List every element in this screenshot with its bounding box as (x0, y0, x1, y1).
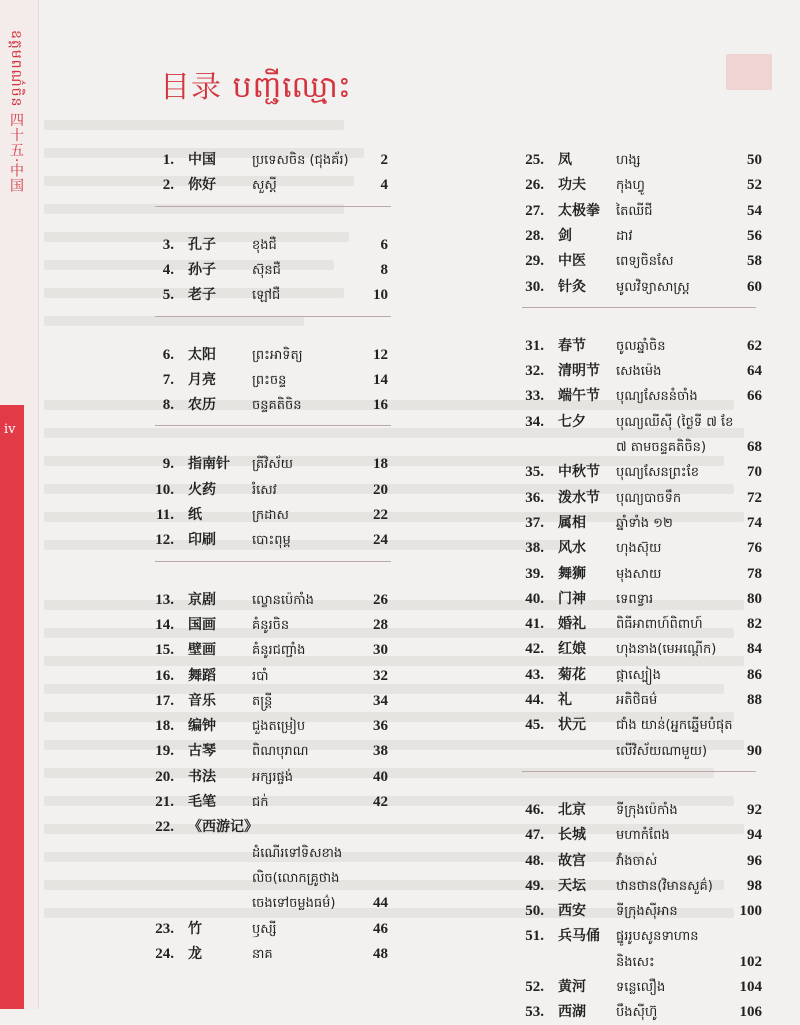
entry-khmer-title: ត្រីវិស័យ (252, 457, 294, 473)
entry-khmer-title: គំនូរចិន (252, 617, 290, 633)
toc-entry[interactable] (500, 713, 770, 738)
entry-number: 31. (525, 337, 544, 354)
entry-chinese-title: 龙 (188, 945, 202, 962)
entry-page-number: 106 (739, 1004, 762, 1021)
entry-chinese-title: 古琴 (188, 743, 216, 760)
entry-page-number: 64 (747, 363, 762, 380)
entry-page-number: 68 (747, 439, 762, 455)
toc-entry[interactable] (500, 173, 770, 198)
entry-number: 53. (525, 1004, 544, 1021)
entry-page-number: 104 (739, 979, 762, 995)
entry-page-number: 80 (747, 590, 762, 607)
entry-page-number: 10 (373, 287, 388, 304)
entry-khmer-title: វាំងចាស់ (616, 853, 658, 869)
entry-khmer-title: ឡៅជឺ (252, 288, 281, 304)
entry-number: 27. (525, 202, 544, 219)
entry-chinese-title: 壁画 (188, 642, 216, 659)
entry-chinese-title: 礼 (558, 692, 572, 708)
entry-chinese-title: 风水 (558, 540, 586, 557)
entry-khmer-title: អក្សរផ្ចង់ (252, 769, 294, 785)
toc-entry[interactable] (500, 249, 770, 274)
entry-khmer-title: បឹងស៊ីហ៊ូ (616, 1005, 658, 1021)
entry-number: 6. (162, 346, 174, 363)
toc-entry[interactable] (130, 613, 400, 638)
entry-chinese-title: 针灸 (558, 278, 586, 295)
entry-khmer-title: ឆ្នាំទាំង ១២ (616, 515, 673, 531)
entry-khmer-title: លិច(លោកគ្រូថាង (252, 870, 340, 886)
entry-page-number: 74 (747, 514, 762, 531)
toc-entry[interactable] (130, 891, 400, 916)
entry-page-number: 46 (373, 920, 388, 937)
entry-number: 14. (155, 616, 174, 633)
entry-page-number: 30 (373, 642, 388, 659)
toc-entry[interactable] (130, 765, 400, 790)
toc-entry[interactable] (500, 899, 770, 924)
entry-number: 4. (162, 261, 174, 278)
toc-entry[interactable] (130, 917, 400, 942)
entry-page-number: 42 (373, 794, 388, 810)
entry-number: 33. (525, 388, 544, 405)
entry-page-number: 6 (380, 236, 388, 253)
entry-khmer-title: ទីក្រុងស៊ីអាន (616, 904, 678, 920)
entry-chinese-title: 属相 (558, 514, 586, 531)
entry-page-number: 14 (373, 371, 388, 388)
toc-entry[interactable] (500, 562, 770, 587)
entry-chinese-title: 太极拳 (558, 202, 600, 219)
entry-khmer-title: កុងហ្វូ (616, 178, 645, 194)
show-through-badge (726, 54, 772, 90)
entry-page-number: 66 (747, 388, 762, 405)
entry-page-number: 78 (747, 565, 762, 582)
entry-khmer-title: ៧ តាមចន្ទគតិចិន) (616, 440, 707, 455)
entry-page-number: 32 (373, 667, 388, 684)
entry-khmer-title: លើវិស័យណាមួយ) (616, 743, 708, 759)
entry-chinese-title: 故宫 (558, 852, 586, 869)
toc-entry[interactable] (130, 368, 400, 393)
entry-khmer-title: ស៊ុនជឺ (252, 262, 281, 278)
toc-entry[interactable] (500, 950, 770, 975)
entry-khmer-title: បុណ្យសែននំចាំង (616, 389, 698, 405)
entry-page-number: 20 (373, 481, 388, 498)
entry-khmer-title: គំនូរជញ្ជាំង (252, 643, 306, 659)
toc-entry[interactable] (500, 199, 770, 224)
entry-chinese-title: 毛笔 (188, 794, 216, 810)
entry-chinese-title: 竹 (188, 920, 202, 937)
entry-page-number: 96 (747, 852, 762, 869)
entry-page-number: 50 (747, 152, 762, 168)
entry-chinese-title: 太阳 (188, 346, 216, 363)
toc-entry[interactable] (130, 503, 400, 528)
entry-number: 21. (155, 794, 174, 810)
entry-page-number: 76 (747, 540, 762, 557)
entry-chinese-title: 北京 (558, 801, 586, 818)
toc-entry[interactable] (500, 1000, 770, 1025)
entry-khmer-title: ឫស្សី (252, 921, 277, 937)
entry-number: 1. (162, 152, 174, 168)
entry-page-number: 28 (373, 616, 388, 633)
toc-entry[interactable] (130, 283, 400, 308)
entry-page-number: 48 (373, 945, 388, 962)
entry-number: 15. (155, 642, 174, 659)
entry-number: 36. (525, 489, 544, 506)
entry-page-number: 84 (747, 641, 762, 658)
entry-chinese-title: 中国 (188, 152, 216, 168)
entry-number: 16. (155, 667, 174, 684)
entry-number: 17. (155, 692, 174, 709)
entry-chinese-title: 凤 (558, 152, 572, 168)
entry-khmer-title: ចេងទៅចម្លងធម៌) (252, 896, 336, 912)
entry-number: 25. (525, 152, 544, 168)
entry-chinese-title: 状元 (558, 717, 586, 734)
toc-entry[interactable] (130, 588, 400, 613)
toc-entry[interactable] (500, 663, 770, 688)
entry-chinese-title: 老子 (188, 287, 216, 304)
entry-page-number: 100 (739, 903, 762, 920)
entry-khmer-title: និងសេះ (616, 954, 655, 970)
entry-page-number: 72 (747, 489, 762, 506)
entry-chinese-title: 长城 (558, 827, 586, 844)
entry-number: 48. (525, 852, 544, 869)
entry-khmer-title: ផ្កាស្បៀង (616, 667, 661, 683)
entry-page-number: 58 (747, 253, 762, 270)
entry-number: 11. (156, 507, 174, 523)
red-side-bar (0, 405, 24, 1009)
entry-khmer-title: ផ្នូររូបសូនទាហាន (616, 929, 699, 945)
entry-khmer-title: មូលវិទ្យាសាស្ត្រ (616, 279, 690, 295)
entry-page-number: 70 (747, 464, 762, 481)
entry-chinese-title: 端午节 (558, 388, 600, 405)
entry-chinese-title: 黄河 (558, 979, 586, 995)
entry-page-number: 44 (373, 895, 388, 912)
entry-khmer-title: ចូលឆ្នាំចិន (616, 338, 666, 354)
toc-entry[interactable] (500, 587, 770, 612)
toc-entry[interactable] (130, 393, 400, 418)
entry-chinese-title: 剑 (558, 227, 572, 244)
entry-khmer-title: ហង្ស (616, 153, 641, 168)
entry-number: 7. (162, 371, 174, 388)
entry-chinese-title: 门神 (558, 590, 586, 607)
entry-page-number: 60 (747, 278, 762, 295)
entry-number: 46. (525, 801, 544, 818)
toc-entry[interactable] (500, 334, 770, 359)
entry-khmer-title: ទេពទ្វារ (616, 591, 654, 607)
entry-chinese-title: 天坛 (558, 877, 586, 894)
entry-chinese-title: 农历 (188, 397, 216, 414)
toc-entry[interactable] (130, 739, 400, 764)
entry-page-number: 102 (739, 953, 762, 970)
entry-khmer-title: ពិធីអាពាហ៍ពិពាហ៍ (616, 617, 703, 633)
entry-chinese-title: 清明节 (558, 363, 600, 380)
entry-khmer-title: មហាកំពែង (616, 828, 670, 844)
entry-page-number: 82 (747, 616, 762, 633)
toc-entry[interactable] (500, 359, 770, 384)
entry-chinese-title: 孙子 (188, 261, 216, 278)
entry-page-number: 98 (747, 877, 762, 894)
entry-page-number: 52 (747, 177, 762, 194)
entry-chinese-title: 孔子 (188, 236, 216, 253)
entry-khmer-title: ដំណើរទៅទិសខាង (252, 845, 343, 861)
entry-page-number: 8 (380, 261, 388, 278)
toc-entry[interactable] (500, 874, 770, 899)
entry-khmer-title: ទីក្រុងប៉េកាំង (616, 802, 678, 818)
entry-number: 19. (155, 743, 174, 760)
entry-page-number: 36 (373, 718, 388, 735)
toc-entry[interactable] (500, 224, 770, 249)
entry-page-number: 26 (373, 591, 388, 608)
entry-number: 13. (155, 591, 174, 608)
toc-entry[interactable] (130, 942, 400, 967)
entry-number: 43. (525, 666, 544, 683)
entry-number: 41. (525, 616, 544, 633)
entry-khmer-title: ជួងតម្រៀប (252, 719, 306, 735)
entry-chinese-title: 火药 (188, 481, 216, 498)
toc-entry[interactable] (500, 275, 770, 300)
entry-number: 5. (162, 287, 174, 304)
entry-khmer-title: ខុងជឺ (252, 237, 277, 253)
toc-entry[interactable] (130, 148, 400, 173)
entry-number: 32. (525, 363, 544, 380)
entry-khmer-title: ជាំង យាន់(អ្នកឆ្នើមបំផុត (616, 718, 733, 734)
toc-entry[interactable] (500, 536, 770, 561)
toc-entry[interactable] (500, 975, 770, 1000)
entry-page-number: 2 (380, 152, 388, 168)
entry-khmer-title: នាគ (252, 946, 273, 962)
toc-entry[interactable] (500, 612, 770, 637)
toc-entry[interactable] (500, 511, 770, 536)
entry-page-number: 34 (373, 692, 388, 709)
entry-khmer-title: តន្ត្រី (252, 693, 273, 709)
entry-khmer-title: សួស្តី (252, 178, 277, 194)
entry-page-number: 94 (747, 827, 762, 844)
entry-khmer-title: ព្រះអាទិត្យ (252, 347, 303, 363)
entry-number: 3. (162, 236, 174, 253)
entry-chinese-title: 中秋节 (558, 464, 600, 481)
entry-page-number: 22 (373, 507, 388, 523)
toc-entry[interactable] (500, 486, 770, 511)
toc-entry[interactable] (500, 410, 770, 435)
entry-page-number: 86 (747, 666, 762, 683)
entry-chinese-title: 《西游记》 (188, 819, 258, 836)
toc-entry[interactable] (130, 664, 400, 689)
entry-khmer-title: ដាវ (616, 228, 633, 244)
entry-number: 24. (155, 945, 174, 962)
entry-number: 38. (525, 540, 544, 557)
entry-chinese-title: 月亮 (188, 371, 216, 388)
toc-entry[interactable] (130, 173, 400, 198)
entry-page-number: 54 (747, 202, 762, 219)
entry-khmer-title: សេងម៉េង (616, 364, 662, 380)
entry-number: 10. (155, 481, 174, 498)
toc-entry[interactable] (130, 258, 400, 283)
entry-khmer-title: ក្រដាស (252, 508, 289, 523)
entry-chinese-title: 菊花 (558, 666, 586, 683)
entry-page-number: 24 (373, 532, 388, 549)
toc-entry[interactable] (500, 688, 770, 713)
entry-chinese-title: 国画 (188, 616, 216, 633)
entry-khmer-title: មុងសាយ (616, 566, 662, 582)
toc-entry[interactable] (130, 343, 400, 368)
entry-number: 37. (525, 514, 544, 531)
entry-chinese-title: 舞蹈 (188, 667, 216, 684)
entry-number: 44. (525, 692, 544, 708)
entry-page-number: 40 (373, 768, 388, 785)
entry-chinese-title: 指南针 (188, 456, 230, 473)
entry-number: 2. (162, 177, 174, 194)
entry-khmer-title: ហុងនាង(មេអណ្ដើក) (616, 642, 717, 658)
entry-number: 23. (155, 920, 174, 937)
section-divider (522, 771, 756, 772)
entry-chinese-title: 七夕 (558, 413, 586, 430)
toc-entry[interactable] (130, 841, 400, 866)
entry-page-number: 12 (373, 346, 388, 363)
entry-chinese-title: 中医 (558, 253, 586, 270)
entry-number: 49. (525, 877, 544, 894)
toc-entry[interactable] (500, 739, 770, 764)
show-through-heading (48, 50, 63, 92)
toc-entry[interactable] (130, 528, 400, 553)
toc-entry[interactable] (500, 460, 770, 485)
entry-khmer-title: អតិថិធម៌ (616, 693, 658, 708)
toc-entry[interactable] (130, 714, 400, 739)
entry-number: 30. (525, 278, 544, 295)
entry-number: 22. (155, 819, 174, 836)
entry-khmer-title: ពេទ្យចិនសែ (616, 254, 674, 270)
toc-entry[interactable] (130, 815, 400, 840)
entry-number: 39. (525, 565, 544, 582)
entry-khmer-title: តៃឈីជី (616, 203, 653, 219)
toc-entry[interactable] (130, 638, 400, 663)
entry-chinese-title: 书法 (188, 768, 216, 785)
entry-page-number: 90 (747, 742, 762, 759)
entry-page-number: 38 (373, 743, 388, 760)
entry-number: 52. (525, 979, 544, 995)
entry-khmer-title: ប្រទេសចិន (ជុងគ័រ) (252, 153, 349, 168)
toc-entry[interactable] (500, 849, 770, 874)
entry-number: 34. (525, 413, 544, 430)
entry-number: 12. (155, 532, 174, 549)
entry-chinese-title: 西湖 (558, 1004, 586, 1021)
section-divider (155, 425, 391, 426)
entry-number: 42. (525, 641, 544, 658)
entry-page-number: 92 (747, 801, 762, 818)
entry-number: 28. (525, 227, 544, 244)
entry-chinese-title: 纸 (188, 507, 202, 523)
running-header: ឧត្តមពណ៌ចិន 四十五·中国 (8, 30, 24, 194)
entry-chinese-title: 西安 (558, 903, 586, 920)
toc-entry[interactable] (500, 637, 770, 662)
entry-khmer-title: ទន្លេលឿង (616, 980, 666, 995)
entry-number: 47. (525, 827, 544, 844)
toc-entry[interactable] (130, 478, 400, 503)
entry-khmer-title: ចន្ទគតិចិន (252, 398, 302, 414)
entry-chinese-title: 婚礼 (558, 616, 586, 633)
entry-chinese-title: 音乐 (188, 692, 216, 709)
entry-khmer-title: ហុងស៊ុយ (616, 541, 662, 557)
entry-chinese-title: 泼水节 (558, 489, 600, 506)
toc-entry[interactable] (130, 233, 400, 258)
entry-chinese-title: 功夫 (558, 177, 586, 194)
entry-number: 26. (525, 177, 544, 194)
entry-page-number: 56 (747, 227, 762, 244)
entry-number: 51. (525, 928, 544, 945)
toc-entry[interactable] (500, 823, 770, 848)
entry-khmer-title: ពិណបុរាណ (252, 744, 309, 760)
toc-entry[interactable] (500, 924, 770, 949)
entry-chinese-title: 春节 (558, 337, 586, 354)
entry-khmer-title: រំសេវ (252, 482, 277, 498)
entry-number: 50. (525, 903, 544, 920)
entry-chinese-title: 舞狮 (558, 565, 586, 582)
entry-khmer-title: ឋានថាន(វិមានសួគ៌) (616, 878, 713, 894)
entry-khmer-title: ព្រះចន្ទ (252, 372, 287, 388)
entry-page-number: 4 (380, 177, 388, 194)
entry-number: 18. (155, 718, 174, 735)
entry-number: 20. (155, 768, 174, 785)
toc-entry[interactable] (130, 689, 400, 714)
entry-page-number: 62 (747, 337, 762, 354)
toc-entry[interactable] (500, 148, 770, 173)
entry-page-number: 16 (373, 397, 388, 414)
entry-number: 35. (525, 464, 544, 481)
entry-number: 45. (525, 717, 544, 734)
toc-entry[interactable] (130, 790, 400, 815)
entry-chinese-title: 兵马俑 (558, 928, 600, 945)
entry-khmer-title: ជក់ (252, 795, 269, 810)
entry-khmer-title: របាំ (252, 668, 269, 684)
toc-entry[interactable] (500, 384, 770, 409)
entry-number: 40. (525, 590, 544, 607)
toc-entry[interactable] (130, 866, 400, 891)
entry-khmer-title: បុណ្យឈីស៊ី (ថ្ងៃទី ៧ ខែ (616, 414, 734, 430)
entry-chinese-title: 京剧 (188, 591, 216, 608)
toc-entry[interactable] (130, 452, 400, 477)
entry-chinese-title: 你好 (188, 177, 216, 194)
entry-page-number: 88 (747, 692, 762, 708)
section-divider (522, 307, 756, 308)
entry-page-number: 18 (373, 456, 388, 473)
entry-number: 9. (162, 456, 174, 473)
entry-khmer-title: បុណ្យសែនព្រះខែ (616, 465, 699, 481)
toc-entry[interactable] (500, 798, 770, 823)
entry-number: 29. (525, 253, 544, 270)
entry-number: 8. (162, 397, 174, 414)
entry-chinese-title: 红娘 (558, 641, 586, 658)
entry-chinese-title: 编钟 (188, 718, 216, 735)
section-divider (155, 316, 391, 317)
entry-chinese-title: 印刷 (188, 532, 216, 549)
page-title: 目录 បញ្ជីឈ្មោះ (160, 70, 352, 105)
section-divider (155, 206, 391, 207)
section-divider (155, 561, 391, 562)
entry-khmer-title: បោះពុម្ព (252, 533, 291, 549)
page-number: iv (4, 422, 16, 437)
entry-khmer-title: ល្ខោនប៉េកាំង (252, 592, 314, 608)
entry-khmer-title: បុណ្យបាចទឹក (616, 490, 682, 506)
toc-entry[interactable] (500, 435, 770, 460)
